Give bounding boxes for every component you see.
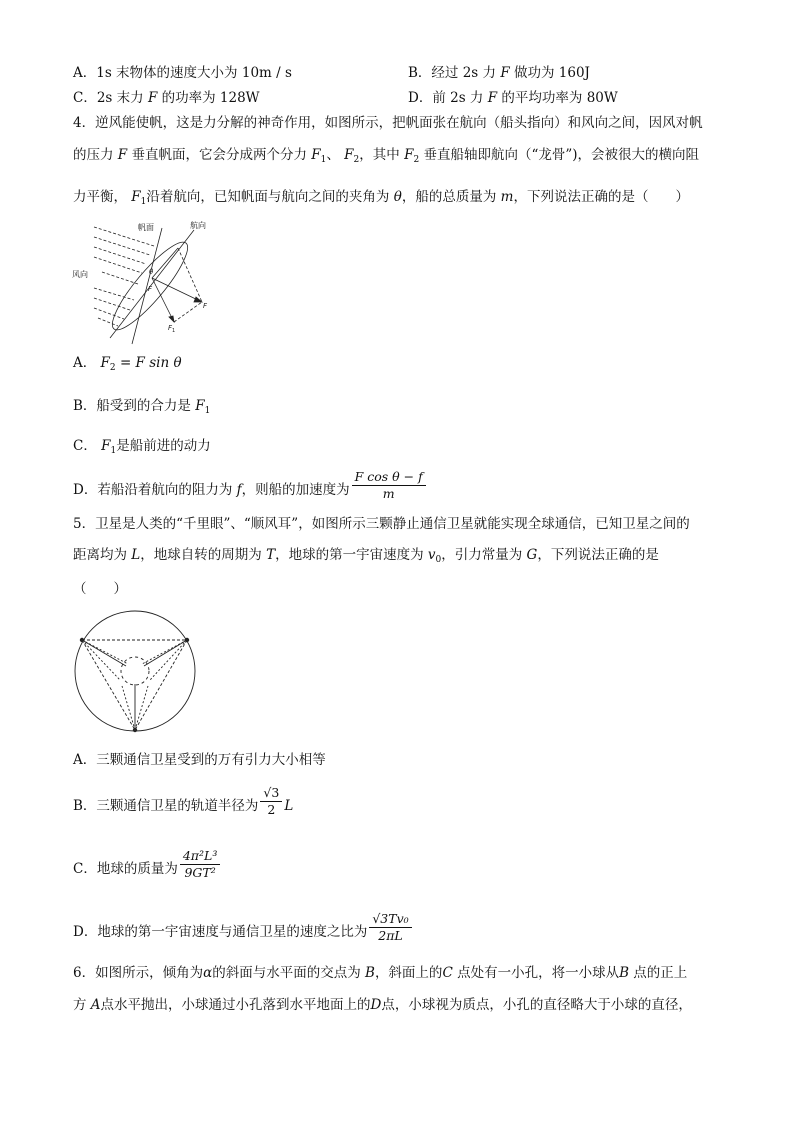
q3-option-b: B．经过 2s 力 F 做功为 160J [408,65,590,81]
svg-text:F: F [203,302,208,310]
q4-stem-line3: 力平衡， $F_1$沿着航向，已知帆面与航向之间的夹角为 θ，船的总质量为 m，下列说法正确的是（ ） [73,189,689,207]
svg-text:风向: 风向 [72,270,88,279]
q6-stem-line2: 方 A点水平抛出，小球通过小孔落到水平地面上的D点，小球视为质点，小孔的直径略大于小球的直径， [73,997,692,1013]
q6-stem-line1: 6．如图所示，倾角为α的斜面与水平面的交点为 B，斜面上的C 点处有一小孔，将一小球从B 点的正上 [73,965,688,981]
q3-option-c: C．2s 末力 F 的功率为 128W [73,90,260,106]
q4-option-a: A． $F_2 = F$ sin θ [73,355,182,373]
q5-option-b: B．三颗通信卫星的轨道半径为 $\frac{√3}{2}$ L [73,785,294,817]
q4-option-b: B．船受到的合力是 $F_1$ [73,398,211,416]
svg-text:F: F [148,285,153,293]
q5-c-fraction: $\frac{\text{4π²L³}}{\text{9GT²}}$ [180,848,221,881]
q5-stem-line1: 5．卫星是人类的“千里眼”、“顺风耳”，如图所示三颗静止通信卫星就能实现全球通信，已知卫星之间的 [73,516,690,532]
q3-option-a: A．1s 末物体的速度大小为 10m / s [73,65,292,81]
q5-option-a: A．三颗通信卫星受到的万有引力大小相等 [73,752,326,768]
svg-text:帆面: 帆面 [138,223,154,232]
q4-stem-line2: 的压力 F 垂直帆面，它会分成两个分力 $F_1$、 $F_2$，其中 $F_2$ 垂直船轴即航向（“龙骨”)，会被很大的横向阻 [73,147,700,165]
q4-d-fraction: $\frac{\text{F cos θ − f}}{m}$ [352,469,426,502]
svg-text:F: F [168,324,173,332]
q5-option-c: C．地球的质量为 $\frac{\text{4π²L³}}{\text{9GT²}}$ [73,858,222,881]
q5-b-fraction: $\frac{√3}{2}$ [260,785,282,818]
q3-option-d: D．前 2s 力 F 的平均功率为 80W [408,90,618,106]
q4-option-d: D．若船沿着航向的阻力为 f，则船的加速度为 $\frac{\text{F cos θ − f}}{m}$ [73,479,428,502]
svg-text:1: 1 [172,328,176,334]
q4-stem-line1: 4．逆风能使帆，这是力分解的神奇作用，如图所示，把帆面张在航向（船头指向）和风向之间，因风对帆 [73,115,703,131]
satellite-diagram [70,606,200,736]
q5-d-fraction: $\frac{\text{√3Tv₀}}{2\pi L}$ [369,911,411,944]
svg-text:航向: 航向 [190,221,206,230]
sail-force-diagram [72,218,222,346]
q5-stem-line3: （ ） [73,581,127,597]
q5-option-d: D．地球的第一宇宙速度与通信卫星的速度之比为 $\frac{\text{√3Tv₀}}{2\pi L}$ [73,921,414,944]
q4-option-c: C． $F_1$是船前进的动力 [73,438,211,456]
q5-stem-line2: 距离均为 L，地球自转的周期为 T，地球的第一宇宙速度为 $v_0$，引力常量为 G，下列说法正确的是 [73,547,659,565]
svg-text:θ: θ [149,268,154,276]
